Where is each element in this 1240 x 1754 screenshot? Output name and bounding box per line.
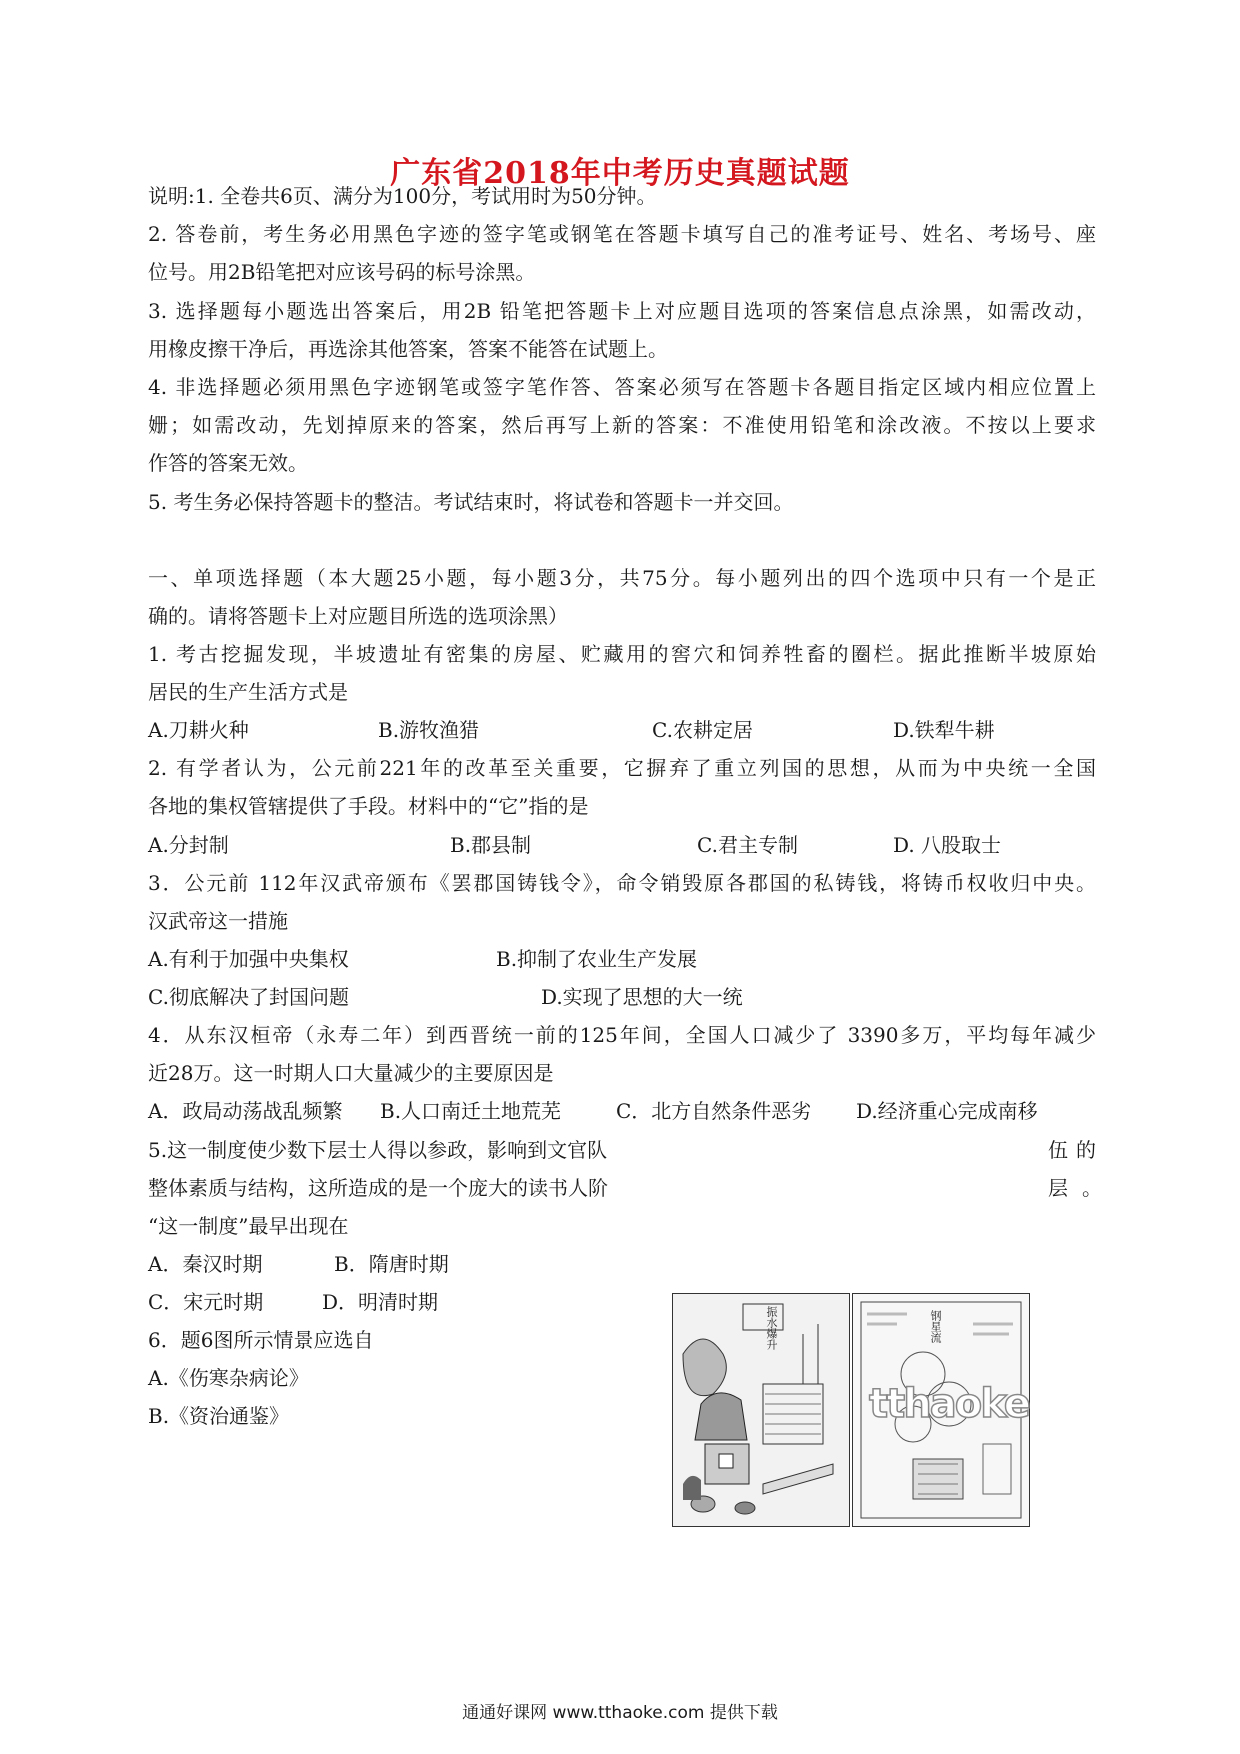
section-heading: 一、单项选择题（本大题25小题，每小题3分，共75分。每小题列出的四个选项中只有一个是正 (148, 566, 1096, 590)
question-6-option-a: A.《伤寒杂病论》 (148, 1366, 309, 1390)
question-5-stem: 伍的 (1048, 1138, 1104, 1162)
instruction-line: 说明:1. 全卷共6页、满分为100分，考试用时为50分钟。 (148, 184, 657, 208)
instruction-line: 4. 非选择题必须用黑色字迹钢笔或签字笔作答、答案必须写在答题卡各题目指定区域内相应位置上 (148, 375, 1096, 399)
question-2-stem: 各地的集权管辖提供了手段。材料中的“它”指的是 (148, 794, 589, 818)
instruction-line: 5. 考生务必保持答题卡的整洁。考试结束时，将试卷和答题卡一并交回。 (148, 490, 794, 514)
question-4-option-d: D.经济重心完成南移 (856, 1099, 1038, 1123)
question-1-option-d: D.铁犁牛耕 (893, 718, 995, 742)
question-6-stem: 6．题6图所示情景应选自 (148, 1328, 374, 1352)
question-2-option-b: B.郡县制 (450, 833, 532, 857)
exam-title: 广东省2018年中考历史真题试题 (390, 156, 850, 191)
instruction-line: 2. 答卷前，考生务必用黑色字迹的签字笔或钢笔在答题卡填写自己的准考证号、姓名、考场号、座 (148, 222, 1096, 246)
instruction-line: 3. 选择题每小题选出答案后，用2B 铅笔把答题卡上对应题目选项的答案信息点涂黑，如需改动， (148, 299, 1096, 323)
question-4-option-c: C．北方自然条件恶劣 (616, 1099, 812, 1123)
question-1-stem: 1. 考古挖掘发现，半坡遗址有密集的房屋、贮藏用的窖穴和饲养牲畜的圈栏。据此推断半坡原始 (148, 642, 1096, 666)
question-4-stem: 4．从东汉桓帝（永寿二年）到西晋统一前的125年间，全国人口减少了 3390多万，平均每年减少 (148, 1023, 1096, 1047)
question-2-option-c: C.君主专制 (697, 833, 798, 857)
question-3-option-d: D.实现了思想的大一统 (541, 985, 743, 1009)
question-2-option-d: D. 八股取士 (893, 833, 1002, 857)
question-1-stem: 居民的生产生活方式是 (148, 680, 348, 704)
question-5-stem: 整体素质与结构，这所造成的是一个庞大的读书人阶 (148, 1176, 608, 1200)
site-watermark: tthaoke (869, 1381, 1029, 1427)
section-heading: 确的。请将答题卡上对应题目所选的选项涂黑） (148, 604, 568, 628)
question-3-stem: 汉武帝这一措施 (148, 909, 288, 933)
question-3-option-c: C.彻底解决了封国问题 (148, 985, 349, 1009)
instruction-line: 用橡皮擦干净后，再选涂其他答案，答案不能答在试题上。 (148, 337, 668, 361)
question-4-stem: 近28万。这一时期人口大量减少的主要原因是 (148, 1061, 554, 1085)
instruction-line: 作答的答案无效。 (148, 451, 308, 475)
question-5-option-d: D．明清时期 (322, 1290, 439, 1314)
question-3-option-a: A.有利于加强中央集权 (148, 947, 349, 971)
question-1-option-c: C.农耕定居 (652, 718, 753, 742)
question-5-stem: “这一制度”最早出现在 (148, 1214, 349, 1238)
instruction-line: 位号。用2B铅笔把对应该号码的标号涂黑。 (148, 260, 536, 284)
question-5-option-a: A．秦汉时期 (148, 1252, 263, 1276)
question-1-option-a: A.刀耕火种 (148, 718, 249, 742)
question-3-stem: 3．公元前 112年汉武帝颁布《罢郡国铸钱令》，命令销毁原各郡国的私铸钱，将铸币权收归中央。 (148, 871, 1096, 895)
question-1-option-b: B.游牧渔猎 (378, 718, 480, 742)
furnace-illustration (673, 1294, 849, 1526)
question-4-option-b: B.人口南迁土地荒芜 (380, 1099, 562, 1123)
question-3-option-b: B.抑制了农业生产发展 (496, 947, 698, 971)
question-5-option-b: B．隋唐时期 (334, 1252, 449, 1276)
figure-right-caption: 钢星流 (929, 1310, 942, 1343)
figure-illustration-left (672, 1293, 850, 1527)
question-5-stem: 层。 (1048, 1176, 1116, 1200)
question-5-option-c: C．宋元时期 (148, 1290, 264, 1314)
question-2-option-a: A.分封制 (148, 833, 229, 857)
question-6-option-b: B.《资治通鉴》 (148, 1404, 290, 1428)
question-6-figure (672, 1293, 1030, 1525)
question-5-stem: 5.这一制度使少数下层士人得以参政，影响到文官队 (148, 1138, 608, 1162)
instruction-line: 姗；如需改动，先划掉原来的答案，然后再写上新的答案：不准使用铅笔和涂改液。不按以上要求 (148, 413, 1096, 437)
question-4-option-a: A．政局动荡战乱频繁 (148, 1099, 343, 1123)
page-footer: 通通好课网 www.tthaoke.com 提供下载 (462, 1703, 778, 1723)
figure-left-caption: 振水爆升 (765, 1306, 778, 1350)
question-2-stem: 2. 有学者认为，公元前221年的改革至关重要，它摒弃了重立列国的思想，从而为中央统一全国 (148, 756, 1096, 780)
